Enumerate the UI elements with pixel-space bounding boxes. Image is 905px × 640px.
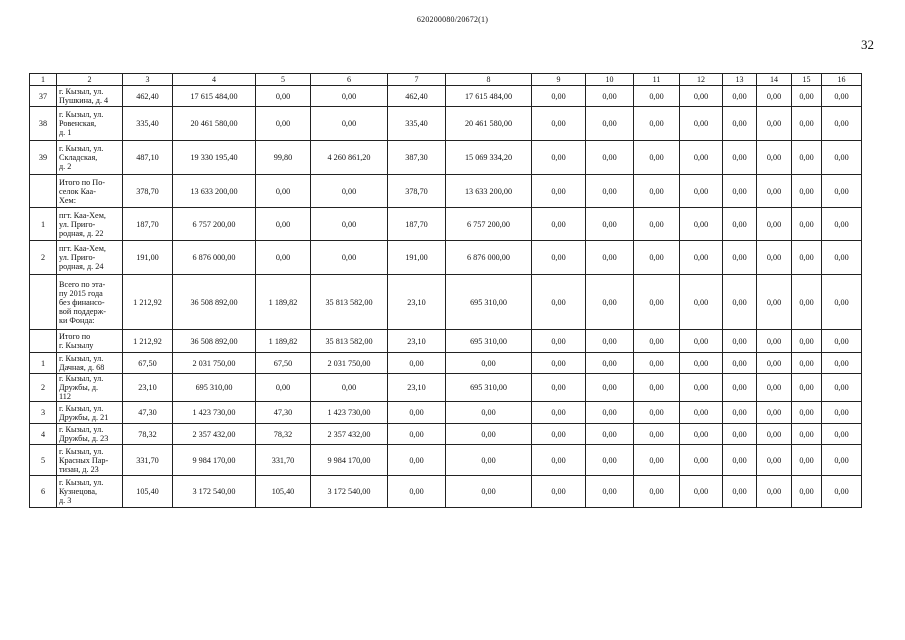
- value-cell: 378,70: [388, 175, 446, 208]
- value-cell: 0,00: [680, 445, 723, 476]
- table-row: [30, 424, 862, 445]
- value-cell: 335,40: [123, 107, 173, 141]
- value-cell: 0,00: [822, 141, 862, 175]
- column-header: 15: [792, 74, 822, 86]
- value-cell: 35 813 582,00: [311, 330, 388, 353]
- column-header: 16: [822, 74, 862, 86]
- value-cell: 0,00: [680, 175, 723, 208]
- value-cell: 9 984 170,00: [173, 445, 256, 476]
- value-cell: 0,00: [757, 141, 792, 175]
- row-number-cell: 3: [30, 402, 57, 424]
- value-cell: 0,00: [822, 476, 862, 508]
- value-cell: 23,10: [388, 330, 446, 353]
- table-row: [30, 107, 862, 141]
- table-row: [30, 374, 862, 402]
- value-cell: 0,00: [532, 141, 586, 175]
- value-cell: 0,00: [822, 241, 862, 275]
- row-number-cell: 2: [30, 374, 57, 402]
- value-cell: 23,10: [123, 374, 173, 402]
- document-code: 620200080/20672(1): [416, 15, 489, 24]
- value-cell: 0,00: [757, 175, 792, 208]
- value-cell: 695 310,00: [446, 275, 532, 330]
- value-cell: 0,00: [757, 476, 792, 508]
- row-number-cell: 6: [30, 476, 57, 508]
- row-number-cell: [30, 175, 57, 208]
- value-cell: 17 615 484,00: [173, 86, 256, 107]
- value-cell: 0,00: [446, 445, 532, 476]
- value-cell: 47,30: [256, 402, 311, 424]
- value-cell: 0,00: [532, 275, 586, 330]
- value-cell: 695 310,00: [173, 374, 256, 402]
- row-number-cell: [30, 330, 57, 353]
- value-cell: 36 508 892,00: [173, 275, 256, 330]
- value-cell: 0,00: [532, 86, 586, 107]
- column-header: 6: [311, 74, 388, 86]
- value-cell: 0,00: [586, 141, 634, 175]
- value-cell: 0,00: [822, 107, 862, 141]
- value-cell: 0,00: [792, 86, 822, 107]
- table-row: [30, 141, 862, 175]
- address-cell: Итого по г. Кызылу: [57, 330, 123, 353]
- value-cell: 0,00: [680, 374, 723, 402]
- value-cell: 331,70: [256, 445, 311, 476]
- value-cell: 0,00: [311, 107, 388, 141]
- address-cell: г. Кызыл, ул. Ровенская, д. 1: [57, 107, 123, 141]
- value-cell: 0,00: [634, 208, 680, 241]
- value-cell: 0,00: [723, 330, 757, 353]
- value-cell: 0,00: [256, 374, 311, 402]
- value-cell: 0,00: [822, 86, 862, 107]
- value-cell: 0,00: [256, 241, 311, 275]
- value-cell: 0,00: [586, 424, 634, 445]
- value-cell: 6 757 200,00: [446, 208, 532, 241]
- value-cell: 0,00: [822, 208, 862, 241]
- value-cell: 0,00: [586, 208, 634, 241]
- address-cell: г. Кызыл, ул. Дружбы, д. 112: [57, 374, 123, 402]
- value-cell: 0,00: [680, 241, 723, 275]
- value-cell: 0,00: [723, 208, 757, 241]
- value-cell: 99,80: [256, 141, 311, 175]
- column-header: 11: [634, 74, 680, 86]
- value-cell: 0,00: [634, 330, 680, 353]
- value-cell: 0,00: [388, 353, 446, 374]
- value-cell: 0,00: [757, 107, 792, 141]
- value-cell: 462,40: [123, 86, 173, 107]
- row-number-cell: 2: [30, 241, 57, 275]
- value-cell: 0,00: [680, 353, 723, 374]
- row-number-cell: 39: [30, 141, 57, 175]
- value-cell: 0,00: [532, 424, 586, 445]
- value-cell: 78,32: [256, 424, 311, 445]
- value-cell: 0,00: [680, 330, 723, 353]
- value-cell: 0,00: [532, 330, 586, 353]
- value-cell: 187,70: [123, 208, 173, 241]
- table-row: [30, 241, 862, 275]
- value-cell: 0,00: [723, 141, 757, 175]
- value-cell: 1 423 730,00: [173, 402, 256, 424]
- column-header: 5: [256, 74, 311, 86]
- value-cell: 0,00: [532, 374, 586, 402]
- value-cell: 0,00: [586, 107, 634, 141]
- value-cell: 0,00: [311, 208, 388, 241]
- value-cell: 0,00: [792, 374, 822, 402]
- address-cell: пгт. Каа-Хем, ул. Приго- родная, д. 24: [57, 241, 123, 275]
- value-cell: 0,00: [792, 353, 822, 374]
- value-cell: 0,00: [586, 330, 634, 353]
- value-cell: 0,00: [586, 86, 634, 107]
- value-cell: 1 189,82: [256, 275, 311, 330]
- column-header: 8: [446, 74, 532, 86]
- column-header: 1: [30, 74, 57, 86]
- value-cell: 0,00: [680, 476, 723, 508]
- value-cell: 0,00: [532, 445, 586, 476]
- value-cell: 0,00: [586, 175, 634, 208]
- value-cell: 0,00: [723, 353, 757, 374]
- value-cell: 0,00: [446, 476, 532, 508]
- table-row: [30, 402, 862, 424]
- value-cell: 335,40: [388, 107, 446, 141]
- value-cell: 23,10: [388, 275, 446, 330]
- value-cell: 0,00: [634, 141, 680, 175]
- value-cell: 47,30: [123, 402, 173, 424]
- value-cell: 0,00: [723, 175, 757, 208]
- value-cell: 6 876 000,00: [446, 241, 532, 275]
- value-cell: 105,40: [123, 476, 173, 508]
- value-cell: 2 357 432,00: [311, 424, 388, 445]
- value-cell: 0,00: [792, 330, 822, 353]
- value-cell: 105,40: [256, 476, 311, 508]
- value-cell: 0,00: [586, 374, 634, 402]
- value-cell: 0,00: [757, 241, 792, 275]
- value-cell: 0,00: [532, 208, 586, 241]
- table-header-row: [30, 74, 862, 86]
- value-cell: 0,00: [634, 424, 680, 445]
- value-cell: 0,00: [446, 424, 532, 445]
- table-row: [30, 330, 862, 353]
- value-cell: 0,00: [822, 330, 862, 353]
- value-cell: 0,00: [792, 208, 822, 241]
- value-cell: 378,70: [123, 175, 173, 208]
- value-cell: 0,00: [792, 402, 822, 424]
- value-cell: 1 423 730,00: [311, 402, 388, 424]
- table-row: [30, 86, 862, 107]
- row-number-cell: [30, 275, 57, 330]
- value-cell: 0,00: [256, 86, 311, 107]
- value-cell: 0,00: [723, 374, 757, 402]
- value-cell: 0,00: [822, 445, 862, 476]
- value-cell: 0,00: [757, 402, 792, 424]
- value-cell: 36 508 892,00: [173, 330, 256, 353]
- value-cell: 6 876 000,00: [173, 241, 256, 275]
- value-cell: 13 633 200,00: [446, 175, 532, 208]
- value-cell: 4 260 861,20: [311, 141, 388, 175]
- value-cell: 0,00: [586, 402, 634, 424]
- value-cell: 35 813 582,00: [311, 275, 388, 330]
- address-cell: г. Кызыл, ул. Дачная, д. 68: [57, 353, 123, 374]
- column-header: 4: [173, 74, 256, 86]
- address-cell: Итого по По- селок Каа- Хем:: [57, 175, 123, 208]
- value-cell: 695 310,00: [446, 374, 532, 402]
- value-cell: 17 615 484,00: [446, 86, 532, 107]
- value-cell: 0,00: [757, 275, 792, 330]
- value-cell: 0,00: [792, 175, 822, 208]
- value-cell: 0,00: [532, 107, 586, 141]
- value-cell: 487,10: [123, 141, 173, 175]
- address-cell: Всего по эта- пу 2015 года без финансо- вой поддерж- ки Фонда:: [57, 275, 123, 330]
- value-cell: 0,00: [723, 241, 757, 275]
- value-cell: 0,00: [388, 424, 446, 445]
- value-cell: 15 069 334,20: [446, 141, 532, 175]
- value-cell: 0,00: [634, 353, 680, 374]
- value-cell: 0,00: [586, 241, 634, 275]
- value-cell: 387,30: [388, 141, 446, 175]
- value-cell: 0,00: [792, 141, 822, 175]
- value-cell: 0,00: [723, 86, 757, 107]
- value-cell: 9 984 170,00: [311, 445, 388, 476]
- value-cell: 0,00: [822, 424, 862, 445]
- value-cell: 0,00: [311, 86, 388, 107]
- value-cell: 0,00: [792, 476, 822, 508]
- value-cell: 0,00: [680, 86, 723, 107]
- row-number-cell: 1: [30, 353, 57, 374]
- value-cell: 6 757 200,00: [173, 208, 256, 241]
- value-cell: 0,00: [723, 402, 757, 424]
- value-cell: 1 212,92: [123, 275, 173, 330]
- value-cell: 0,00: [634, 374, 680, 402]
- value-cell: 187,70: [388, 208, 446, 241]
- value-cell: 0,00: [680, 424, 723, 445]
- value-cell: 0,00: [634, 241, 680, 275]
- address-cell: г. Кызыл, ул. Складская, д. 2: [57, 141, 123, 175]
- value-cell: 0,00: [680, 402, 723, 424]
- value-cell: 0,00: [311, 374, 388, 402]
- column-header: 7: [388, 74, 446, 86]
- value-cell: 0,00: [792, 107, 822, 141]
- value-cell: 0,00: [757, 353, 792, 374]
- value-cell: 191,00: [388, 241, 446, 275]
- address-cell: г. Кызыл, ул. Пушкина, д. 4: [57, 86, 123, 107]
- column-header: 12: [680, 74, 723, 86]
- column-header: 10: [586, 74, 634, 86]
- value-cell: 2 031 750,00: [311, 353, 388, 374]
- value-cell: 0,00: [446, 402, 532, 424]
- value-cell: 0,00: [634, 107, 680, 141]
- value-cell: 0,00: [634, 86, 680, 107]
- value-cell: 0,00: [757, 86, 792, 107]
- value-cell: 19 330 195,40: [173, 141, 256, 175]
- column-header: 13: [723, 74, 757, 86]
- value-cell: 3 172 540,00: [173, 476, 256, 508]
- value-cell: 0,00: [311, 241, 388, 275]
- table-row: [30, 476, 862, 508]
- data-table: [29, 73, 862, 508]
- address-cell: г. Кызыл, ул. Кузнецова, д. 3: [57, 476, 123, 508]
- value-cell: 0,00: [311, 175, 388, 208]
- value-cell: 0,00: [792, 241, 822, 275]
- value-cell: 0,00: [532, 476, 586, 508]
- value-cell: 0,00: [532, 241, 586, 275]
- value-cell: 3 172 540,00: [311, 476, 388, 508]
- column-header: 9: [532, 74, 586, 86]
- table-row: [30, 208, 862, 241]
- value-cell: 0,00: [634, 175, 680, 208]
- value-cell: 0,00: [723, 476, 757, 508]
- value-cell: 0,00: [822, 275, 862, 330]
- value-cell: 0,00: [634, 476, 680, 508]
- value-cell: 0,00: [586, 445, 634, 476]
- value-cell: 0,00: [680, 208, 723, 241]
- value-cell: 0,00: [256, 107, 311, 141]
- value-cell: 0,00: [388, 402, 446, 424]
- table-body: [30, 86, 862, 508]
- value-cell: 0,00: [586, 275, 634, 330]
- table-row: [30, 445, 862, 476]
- value-cell: 0,00: [532, 402, 586, 424]
- row-number-cell: 5: [30, 445, 57, 476]
- column-header: 3: [123, 74, 173, 86]
- value-cell: 0,00: [446, 353, 532, 374]
- table-row: [30, 353, 862, 374]
- table-row: [30, 275, 862, 330]
- value-cell: 0,00: [680, 141, 723, 175]
- value-cell: 331,70: [123, 445, 173, 476]
- value-cell: 0,00: [757, 330, 792, 353]
- value-cell: 695 310,00: [446, 330, 532, 353]
- value-cell: 0,00: [822, 374, 862, 402]
- value-cell: 0,00: [792, 424, 822, 445]
- address-cell: г. Кызыл, ул. Дружбы, д. 21: [57, 402, 123, 424]
- value-cell: 0,00: [680, 275, 723, 330]
- value-cell: 20 461 580,00: [446, 107, 532, 141]
- value-cell: 0,00: [634, 402, 680, 424]
- value-cell: 67,50: [256, 353, 311, 374]
- value-cell: 0,00: [388, 445, 446, 476]
- value-cell: 0,00: [792, 445, 822, 476]
- value-cell: 2 357 432,00: [173, 424, 256, 445]
- row-number-cell: 1: [30, 208, 57, 241]
- value-cell: 0,00: [586, 353, 634, 374]
- value-cell: 0,00: [723, 424, 757, 445]
- value-cell: 0,00: [634, 275, 680, 330]
- row-number-cell: 38: [30, 107, 57, 141]
- value-cell: 0,00: [792, 275, 822, 330]
- row-number-cell: 4: [30, 424, 57, 445]
- value-cell: 0,00: [822, 402, 862, 424]
- value-cell: 0,00: [532, 353, 586, 374]
- value-cell: 13 633 200,00: [173, 175, 256, 208]
- page-number: 32: [861, 37, 874, 52]
- column-header: 2: [57, 74, 123, 86]
- value-cell: 20 461 580,00: [173, 107, 256, 141]
- value-cell: 191,00: [123, 241, 173, 275]
- value-cell: 0,00: [723, 275, 757, 330]
- row-number-cell: 37: [30, 86, 57, 107]
- value-cell: 0,00: [256, 208, 311, 241]
- column-header: 14: [757, 74, 792, 86]
- value-cell: 23,10: [388, 374, 446, 402]
- value-cell: 1 212,92: [123, 330, 173, 353]
- value-cell: 0,00: [388, 476, 446, 508]
- value-cell: 0,00: [532, 175, 586, 208]
- table-row: [30, 175, 862, 208]
- value-cell: 0,00: [757, 374, 792, 402]
- value-cell: 0,00: [757, 424, 792, 445]
- value-cell: 0,00: [757, 445, 792, 476]
- value-cell: 0,00: [822, 353, 862, 374]
- address-cell: пгт. Каа-Хем, ул. Приго- родная, д. 22: [57, 208, 123, 241]
- value-cell: 0,00: [256, 175, 311, 208]
- value-cell: 0,00: [723, 107, 757, 141]
- value-cell: 1 189,82: [256, 330, 311, 353]
- value-cell: 0,00: [634, 445, 680, 476]
- value-cell: 0,00: [723, 445, 757, 476]
- value-cell: 2 031 750,00: [173, 353, 256, 374]
- value-cell: 0,00: [757, 208, 792, 241]
- value-cell: 78,32: [123, 424, 173, 445]
- value-cell: 462,40: [388, 86, 446, 107]
- address-cell: г. Кызыл, ул. Дружбы, д. 23: [57, 424, 123, 445]
- value-cell: 0,00: [586, 476, 634, 508]
- value-cell: 0,00: [680, 107, 723, 141]
- address-cell: г. Кызыл, ул. Красных Пар- тизан, д. 23: [57, 445, 123, 476]
- value-cell: 0,00: [822, 175, 862, 208]
- value-cell: 67,50: [123, 353, 173, 374]
